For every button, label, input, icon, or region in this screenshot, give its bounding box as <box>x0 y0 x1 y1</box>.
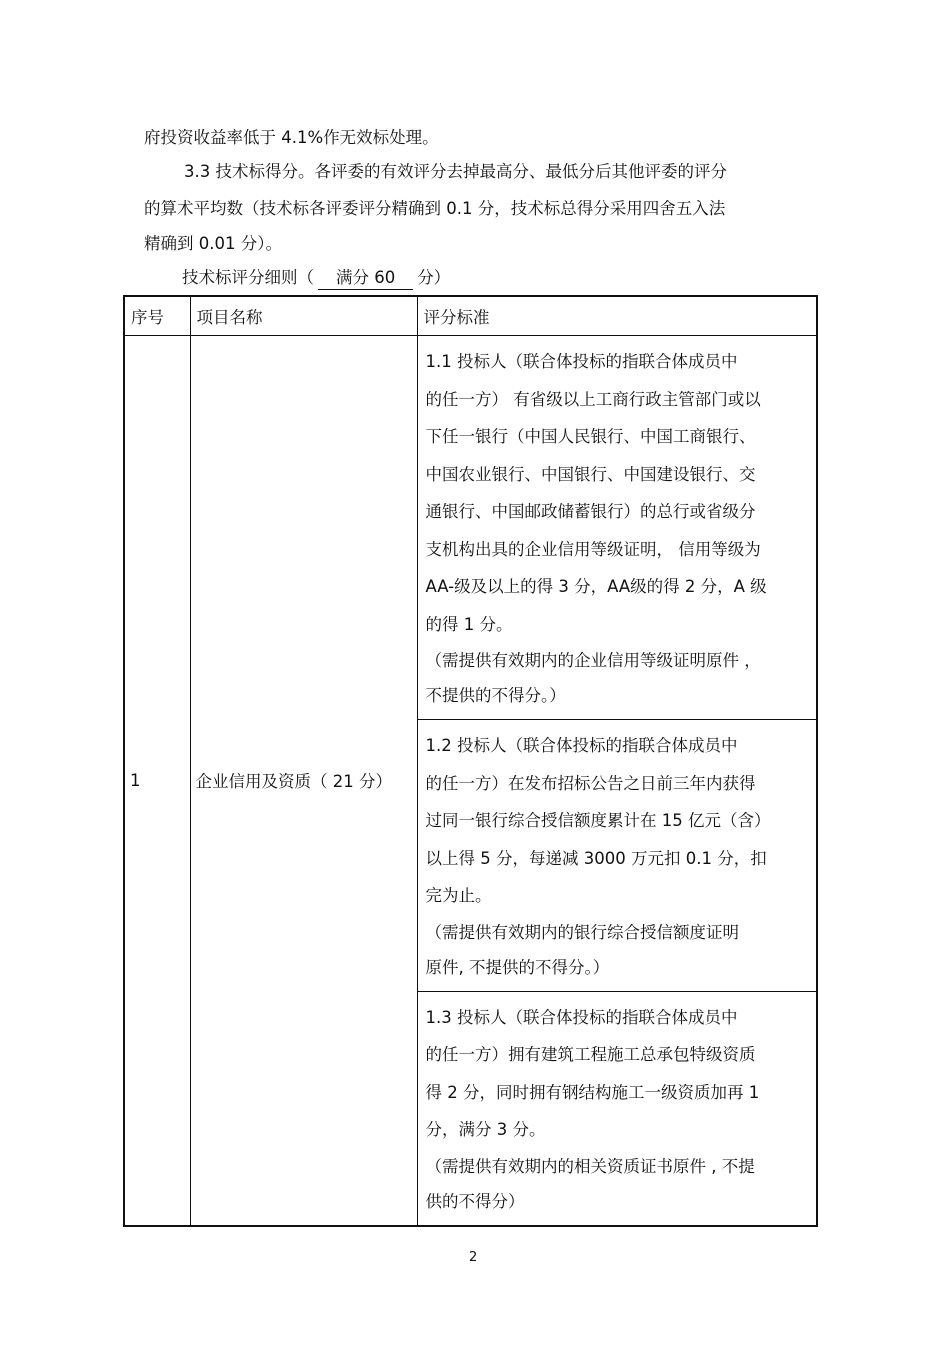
table-header-row <box>124 296 817 336</box>
page-number: 2 <box>469 1250 478 1265</box>
header-standard: 评分标准 <box>417 296 817 336</box>
criterion-1-1 <box>417 336 817 720</box>
criterion-line: 支机构出具的企业信用等级证明， 信用等级为 <box>425 539 761 559</box>
criterion-note: （需提供有效期内的企业信用等级证明原件 ， <box>425 651 761 670</box>
row-name-cell: 企业信用及资质（ 21 分） <box>190 336 417 1226</box>
criterion-note: 原件, 不提供的不得分。） <box>425 957 610 977</box>
table-title-prefix: 技术标评分细则（ <box>182 268 314 287</box>
criterion-note: （需提供有效期内的相关资质证书原件 , 不提 <box>425 1156 755 1176</box>
criterion-line: 的任一方） 有省级以上工商行政主管部门或以 <box>425 389 761 409</box>
criterion-line: 中国农业银行、中国银行、中国建设银行、交 <box>425 464 756 484</box>
criterion-note: 供的不得分） <box>425 1191 525 1211</box>
criterion-line: 得 2 分，同时拥有钢结构施工一级资质加再 1 <box>425 1082 760 1102</box>
header-name: 项目名称 <box>190 296 417 336</box>
header-seq: 序号 <box>124 296 190 336</box>
scoring-table <box>123 295 818 1227</box>
criterion-note: （需提供有效期内的银行综合授信额度证明 <box>425 922 739 942</box>
criterion-line: 的得 1 分。 <box>425 614 513 634</box>
paragraph-line: 精确到 0.01 分）。 <box>144 234 282 253</box>
table-title-score: 满分 60 <box>318 267 413 290</box>
criterion-line: 通银行、中国邮政储蓄银行）的总行或省级分 <box>425 502 756 521</box>
criterion-line: 以上得 5 分，每递减 3000 万元扣 0.1 分，扣 <box>425 848 767 868</box>
criterion-line: 的任一方）在发布招标公告之日前三年内获得 <box>425 773 756 793</box>
criterion-line: 完为止。 <box>425 886 492 905</box>
paragraph-line: 3.3 技术标得分。各评委的有效评分去掉最高分、最低分后其他评委的评分 <box>184 162 727 181</box>
criterion-line: 的任一方）拥有建筑工程施工总承包特级资质 <box>425 1045 756 1064</box>
criterion-1-2 <box>417 720 817 992</box>
paragraph-line: 的算术平均数（技术标各评委评分精确到 0.1 分，技术标总得分采用四舍五入法 <box>144 199 726 218</box>
criterion-line: AA-级及以上的得 3 分，AA级的得 2 分，A 级 <box>425 577 767 596</box>
criterion-line: 过同一银行综合授信额度累计在 15 亿元（含） <box>425 811 771 830</box>
table-title <box>182 267 450 290</box>
row-seq-cell: 1 <box>124 336 190 1226</box>
table-title-suffix: 分） <box>417 268 451 287</box>
paragraph-line: 府投资收益率低于 4.1%作无效标处理。 <box>144 128 439 147</box>
criterion-line: 1.2 投标人（联合体投标的指联合体成员中 <box>425 736 738 755</box>
criterion-line: 下任一银行（中国人民银行、中国工商银行、 <box>425 427 756 446</box>
criterion-note: 不提供的不得分。） <box>425 686 566 705</box>
table-row <box>124 336 817 720</box>
criterion-1-3 <box>417 991 817 1226</box>
criterion-line: 分，满分 3 分。 <box>425 1120 546 1139</box>
criterion-line: 1.3 投标人（联合体投标的指联合体成员中 <box>425 1007 738 1027</box>
criterion-line: 1.1 投标人（联合体投标的指联合体成员中 <box>425 352 738 371</box>
